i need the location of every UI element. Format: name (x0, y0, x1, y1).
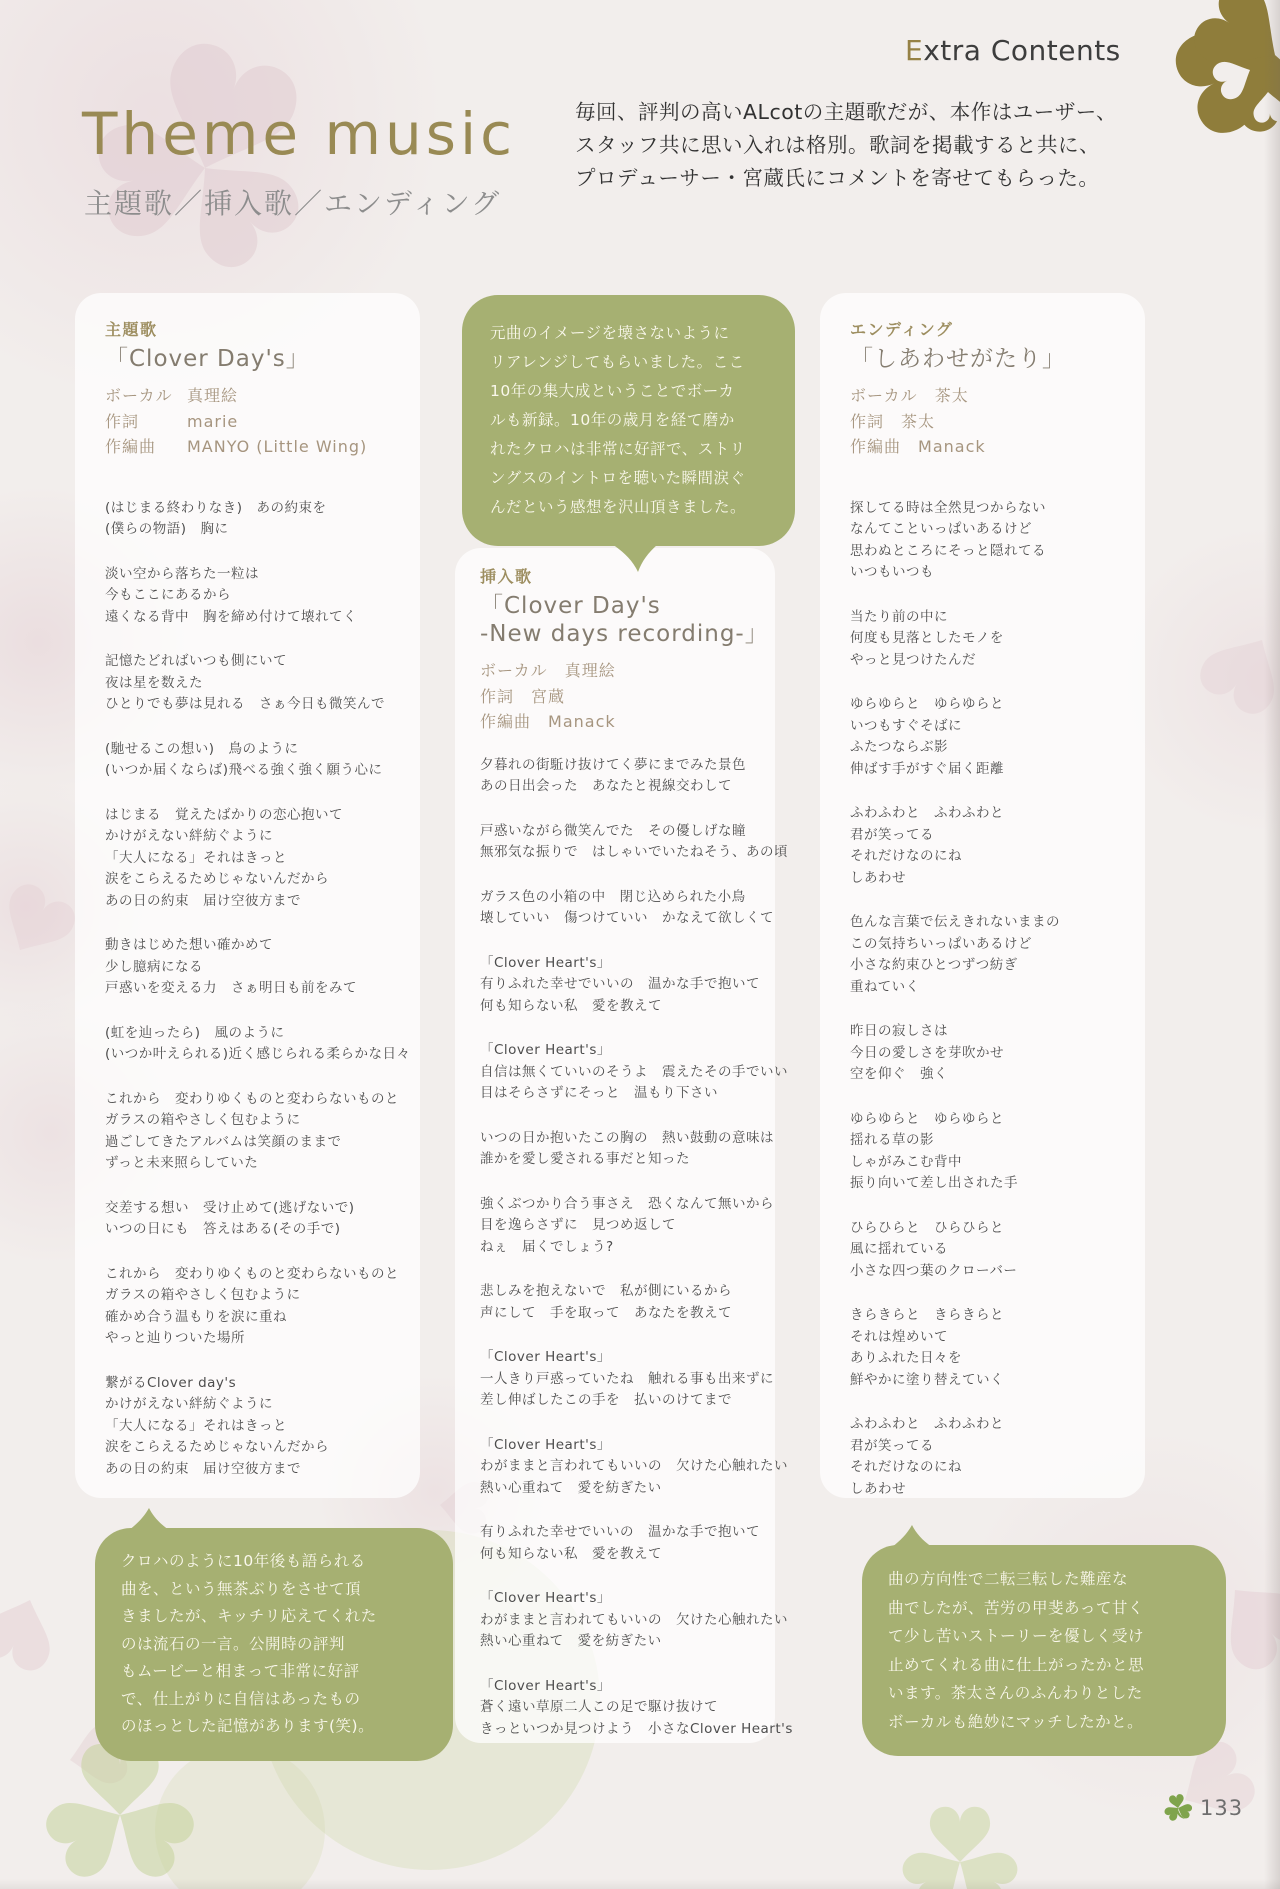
credit-role: ボーカル (105, 386, 173, 405)
lyric-line: (いつか届くならば)飛べる強く強く願う心に (105, 762, 383, 778)
lyric-line: それだけなのにね (850, 1459, 962, 1475)
extra-contents-initial: E (905, 34, 924, 67)
lyric-line: 無邪気な振りで はしゃいでいたねそう、あの頃 (480, 844, 788, 860)
lyric-line: はじまる 覚えたばかりの恋心抱いて (105, 806, 343, 823)
intro-line: プロデューサー・宮蔵氏にコメントを寄せてもらった。 (575, 166, 1100, 190)
song-credits (850, 383, 1127, 460)
insert-song-panel (455, 548, 793, 1743)
lyric-line: 熱い心重ねて 愛を紡ぎたい (480, 1479, 662, 1496)
lyric-stanza (105, 1023, 411, 1066)
lyric-line: 「Clover Heart's」 (480, 1349, 611, 1365)
bubble-tail-up (129, 1508, 169, 1530)
lyric-line: 涙をこらえるためじゃないんだから (105, 1439, 329, 1455)
lyric-line: 探してる時は全然見つからない (850, 499, 1046, 516)
lyric-line: 声にして 手を取って あなたを教えて (480, 1304, 732, 1321)
lyric-line: 目を逸らさずに 見つめ返して (480, 1217, 676, 1233)
arranger-comment-bubble (462, 295, 795, 546)
comment-line: 曲の方向性で二転三転した難産な (888, 1570, 1129, 1588)
song-title (850, 345, 1127, 373)
lyric-line: あの日出会った あなたと視線交わして (480, 778, 732, 794)
lyric-line: 振り向いて差し出された手 (850, 1175, 1018, 1191)
comment-line: のほっとした記憶があります(笑)。 (121, 1717, 375, 1735)
lyric-line: 繋がるClover day's (105, 1374, 237, 1391)
lyric-line: わがままと言われてもいいの 欠けた心触れたい (480, 1458, 788, 1474)
comment-line: リアレンジしてもらいました。ここ (490, 353, 745, 371)
lyric-line: 涙をこらえるためじゃないんだから (105, 871, 329, 887)
lyric-line: 少し臆病になる (105, 958, 203, 975)
extra-contents-label (905, 34, 1121, 67)
page-number-clover-icon (1164, 1794, 1192, 1822)
page-subtitle: 主題歌／挿入歌／エンディング (84, 187, 502, 220)
credit-row (480, 709, 761, 735)
lyric-line: ガラスの箱やさしく包むように (105, 1287, 301, 1303)
lyric-stanza (480, 755, 761, 798)
lyric-line: 風に揺れている (850, 1241, 948, 1257)
lyric-line: 有りふれた幸せでいいの 温かな手で抱いて (480, 1524, 760, 1540)
credit-row (850, 409, 1127, 435)
lyric-line: やっと辿りついた場所 (105, 1330, 245, 1346)
lyric-line: 遠くなる背中 胸を締め付けて壊れてく (105, 608, 357, 625)
lyric-line: 目はそらさずにそっと 温もり下さい (480, 1085, 718, 1101)
lyric-stanza (850, 1109, 1127, 1195)
lyric-line: 思わぬところにそっと隠れてる (850, 542, 1046, 559)
lyric-line: 過ごしてきたアルバムは笑顔のままで (105, 1133, 342, 1150)
lyric-stanza (105, 805, 402, 913)
credit-role: 作詞 (480, 686, 515, 706)
lyric-line: 強くぶつかり合う事さえ 恐くなんて無いから (480, 1195, 774, 1212)
song-lyrics (850, 498, 1127, 1501)
credit-role: ボーカル (850, 386, 918, 405)
song-category-label: 挿入歌 (480, 567, 533, 586)
credit-row (105, 383, 402, 409)
lyric-stanza (105, 651, 402, 716)
lyric-line: 「Clover Heart's」 (480, 1677, 611, 1694)
lyric-line: なんてこといっぱいあるけど (850, 521, 1032, 537)
lyric-stanza (105, 1264, 402, 1350)
lyric-stanza (850, 803, 1127, 889)
song-credits (105, 383, 402, 460)
credit-row (850, 383, 1127, 409)
credit-role: 作編曲 (105, 437, 157, 456)
lyric-line: 何も知らない私 愛を教えて (480, 997, 662, 1014)
credit-row (480, 658, 761, 684)
song-credits (480, 658, 761, 735)
lyric-stanza (850, 498, 1127, 584)
lyric-line: 戸惑いを変える力 さぁ明日も前をみて (105, 980, 357, 996)
page-title: Theme music (82, 100, 516, 168)
credit-name: 茶太 (901, 411, 936, 431)
bubble-tail-down (612, 544, 658, 572)
lyric-line: 何も知らない私 愛を教えて (480, 1545, 662, 1562)
comment-line: 止めてくれる曲に仕上がったかと思 (888, 1655, 1145, 1674)
lyric-stanza (480, 1676, 793, 1741)
corner-clover-decoration (1090, 0, 1280, 180)
lyric-stanza (105, 935, 402, 1000)
page-number: 133 (1200, 1796, 1244, 1820)
lyric-line: 何度も見落としたモノを (850, 630, 1004, 646)
page-footer (1164, 1794, 1243, 1822)
credit-name: Manack (918, 437, 986, 456)
lyric-stanza (480, 1588, 788, 1653)
lyric-line: この気持ちいっぱいあるけど (850, 935, 1032, 952)
ending-song-panel (820, 293, 1145, 1498)
lyric-line: これから 変わりゆくものと変わらないものと (105, 1265, 399, 1282)
producer-comment-bubble-opening (95, 1528, 453, 1761)
lyric-line: ガラス色の小箱の中 閉じ込められた小鳥 (480, 888, 746, 905)
lyric-line: ガラスの箱やさしく包むように (105, 1112, 301, 1128)
comment-line: ルも新録。10年の歳月を経て磨か (490, 411, 735, 429)
song-title (105, 345, 402, 373)
lyric-line: 有りふれた幸せでいいの 温かな手で抱いて (480, 976, 760, 992)
intro-line: 毎回、評判の高いALcotの主題歌だが、本作はユーザー、 (575, 100, 1117, 124)
lyric-stanza (480, 1281, 761, 1324)
lyric-line: 蒼く遠い草原二人この足で駆け抜けて (480, 1699, 718, 1715)
intro-line: スタッフ共に思い入れは格別。歌詞を掲載すると共に、 (575, 133, 1100, 157)
lyric-line: しあわせ (850, 1480, 906, 1497)
lyric-stanza (480, 953, 761, 1018)
lyric-stanza (480, 821, 788, 864)
lyric-line: これから 変わりゆくものと変わらないものと (105, 1090, 399, 1107)
lyric-line: わがままと言われてもいいの 欠けた心触れたい (480, 1611, 788, 1628)
lyric-line: 淡い空から落ちた一粒は (105, 565, 259, 582)
lyric-line: 鮮やかに塗り替えていく (850, 1371, 1004, 1388)
lyric-line: かけがえない絆紡ぐように (105, 828, 273, 844)
lyric-line: あの日の約束 届け空彼方まで (105, 1460, 301, 1477)
lyric-line: いつの日にも 答えはある(その手で) (105, 1221, 341, 1237)
credit-role: ボーカル (480, 661, 548, 680)
lyric-line: かけがえない絆紡ぐように (105, 1396, 273, 1412)
lyric-stanza (850, 1218, 1127, 1283)
comment-line: 曲を、という無茶ぶりをさせて頂 (121, 1579, 362, 1598)
lyric-stanza (105, 1373, 402, 1481)
song-lyrics (480, 755, 793, 1741)
lyric-line: ゆらゆらと ゆらゆらと (850, 696, 1004, 712)
comment-line: のは流石の一言。公開時の評判 (121, 1634, 346, 1653)
lyric-stanza (850, 1414, 1127, 1500)
comment-line: もムービーと相まって非常に好評 (121, 1662, 360, 1680)
lyric-line: あの日の約束 届け空彼方まで (105, 892, 301, 909)
lyric-line: 夕暮れの街駈け抜けてく夢にまでみた景色 (480, 756, 746, 773)
lyric-line: (虹を辿ったら) 風のように (105, 1024, 285, 1041)
lyric-stanza (480, 1194, 774, 1259)
lyric-line: 「Clover Heart's」 (480, 1042, 611, 1058)
lyric-line: 重ねていく (850, 978, 920, 995)
lyric-line: 交差する想い 受け止めて(逃げないで) (105, 1199, 355, 1216)
extra-contents-rest: xtra Contents (923, 34, 1121, 67)
credit-role: 作詞 (105, 411, 140, 431)
lyric-line: 小さな約束ひとつずつ紡ぎ (850, 957, 1018, 973)
comment-line: て少し苦いストーリーを優しく受け (888, 1627, 1145, 1645)
lyric-line: ふわふわと ふわふわと (850, 805, 1004, 821)
credit-name: Manack (548, 712, 616, 731)
lyric-line: 「Clover Heart's」 (480, 1590, 611, 1606)
lyric-line: (いつか叶えられる)近く感じられる柔らかな日々 (105, 1046, 411, 1062)
lyric-line: しゃがみこむ背中 (850, 1153, 962, 1170)
lyric-line: 悲しみを抱えないで 私が側にいるから (480, 1283, 732, 1299)
lyric-stanza (105, 739, 402, 782)
lyric-line: 記憶たどればいつも側にいて (105, 653, 287, 669)
song-title-line: 「しあわせがたり」 (850, 346, 1066, 372)
lyric-line: 今日の愛しさを芽吹かせ (850, 1044, 1004, 1061)
opening-song-panel (75, 293, 420, 1498)
lyric-line: 色んな言葉で伝えきれないままの (850, 914, 1060, 930)
lyric-line: 自信は無くていいのそうよ 震えたその手でいい (480, 1063, 788, 1080)
lyric-line: 小さな四つ葉のクローバー (850, 1262, 1018, 1279)
lyric-line: 君が笑ってる (850, 826, 934, 843)
credit-name: 茶太 (934, 386, 969, 405)
lyric-line: それだけなのにね (850, 848, 962, 864)
lyric-line: ひとりでも夢は見れる さぁ今日も微笑んで (105, 696, 385, 712)
lyric-line: (馳せるこの想い) 鳥のように (105, 740, 299, 757)
lyric-line: 伸ばす手がすぐ届く距離 (850, 760, 1004, 777)
lyric-line: ふたつならぶ影 (850, 739, 948, 755)
lyric-line: (僕らの物語) 胸に (105, 521, 229, 537)
lyric-line: 一人きり戸惑っていたね 触れる事も出来ずに (480, 1370, 774, 1387)
lyric-line: 確かめ合う温もりを涙に重ね (105, 1308, 287, 1325)
page-edge-shadow (1264, 0, 1280, 1889)
comment-line: クロハのように10年後も語られる (121, 1552, 366, 1570)
credit-role: 作編曲 (850, 437, 902, 456)
lyric-line: それは煌めいて (850, 1328, 948, 1345)
comment-line: きましたが、キッチリ応えてくれた (121, 1607, 377, 1625)
lyric-line: ねぇ 届くでしょう? (480, 1238, 614, 1255)
comment-line: 元曲のイメージを壊さないように (490, 324, 730, 342)
lyric-line: 「大人になる」それはきっと (105, 1417, 287, 1434)
lyric-stanza (480, 887, 774, 930)
lyric-line: ありふれた日々を (850, 1350, 962, 1366)
lyric-stanza (850, 912, 1127, 998)
producer-comment-bubble-ending (862, 1545, 1226, 1756)
song-title (480, 592, 769, 648)
lyric-line: 昨日の寂しさは (850, 1023, 948, 1039)
lyric-line: やっと見つけたんだ (850, 651, 976, 668)
credit-role: 作詞 (850, 411, 885, 431)
song-category-label: エンディング (850, 320, 954, 339)
song-title-line: 「Clover Day's」 (105, 346, 310, 372)
lyric-stanza (480, 1347, 774, 1412)
credit-name: 宮蔵 (531, 686, 566, 706)
lyric-line: 夜は星を数えた (105, 674, 203, 691)
comment-line: れたクロハは非常に好評で、ストリ (490, 440, 746, 458)
lyric-stanza (850, 694, 1127, 780)
lyric-stanza (850, 607, 1127, 672)
lyric-stanza (850, 1305, 1127, 1391)
song-title-line: -New days recording-」 (480, 621, 769, 647)
lyric-stanza (480, 1040, 788, 1105)
lyric-line: 揺れる草の影 (850, 1132, 934, 1148)
lyric-line: 「Clover Heart's」 (480, 954, 611, 971)
lyric-stanza (480, 1522, 761, 1565)
lyric-line: 誰かを愛し愛される事だと知った (480, 1151, 690, 1167)
song-lyrics (105, 498, 411, 1481)
lyric-line: 君が笑ってる (850, 1437, 934, 1454)
lyric-line: しあわせ (850, 869, 906, 886)
credit-name: 真理絵 (187, 386, 239, 405)
lyric-line: 空を仰ぐ 強く (850, 1066, 948, 1082)
credit-row (105, 434, 402, 460)
bubble-tail-up (892, 1525, 932, 1547)
intro-text (575, 96, 1117, 195)
lyric-line: 熱い心重ねて 愛を紡ぎたい (480, 1633, 662, 1649)
lyric-line: ひらひらと ひらひらと (850, 1219, 1004, 1236)
lyric-line: ふわふわと ふわふわと (850, 1416, 1004, 1432)
song-category-label: 主題歌 (105, 320, 158, 339)
lyric-line: 「Clover Heart's」 (480, 1436, 611, 1453)
comment-line: います。茶太さんのふんわりとした (888, 1684, 1143, 1702)
credit-row (105, 409, 402, 435)
lyric-stanza (480, 1435, 788, 1500)
lyric-stanza (105, 1198, 402, 1241)
lyric-line: (はじまる終わりなき) あの約束を (105, 499, 327, 516)
lyric-stanza (105, 498, 402, 541)
credit-name: MANYO (Little Wing) (187, 437, 368, 456)
page-bottom-shadow (0, 1879, 1280, 1889)
comment-line: で、仕上がりに自信はあったもの (121, 1689, 361, 1708)
lyric-line: 今もここにあるから (105, 587, 231, 603)
lyric-line: 壊していい 傷つけていい かなえて欲しくて (480, 910, 774, 926)
credit-name: marie (187, 411, 239, 431)
lyric-line: きらきらと きらきらと (850, 1307, 1004, 1323)
credit-row (850, 434, 1127, 460)
lyric-line: きっといつか見つけよう 小さなClover Heart's (480, 1720, 793, 1737)
comment-line: ボーカルも絶妙にマッチしたかと。 (888, 1712, 1144, 1731)
lyric-line: 当たり前の中に (850, 608, 948, 625)
song-title-line: 「Clover Day's (480, 593, 661, 619)
lyric-line: 戸惑いながら微笑んでた その優しげな瞳 (480, 822, 746, 839)
comment-line: 曲でしたが、苦労の甲斐あって甘く (888, 1598, 1144, 1617)
credit-role: 作編曲 (480, 712, 532, 731)
lyric-stanza (480, 1128, 774, 1171)
lyric-line: ずっと未来照らしていた (105, 1155, 259, 1171)
lyric-line: いつの日か抱いたこの胸の 熱い鼓動の意味は (480, 1129, 774, 1146)
lyric-line: 差し伸ばしたこの手を 払いのけてまで (480, 1392, 732, 1408)
lyric-stanza (105, 564, 402, 629)
lyric-line: いつもすぐそばに (850, 717, 962, 734)
lyric-line: ゆらゆらと ゆらゆらと (850, 1110, 1004, 1127)
comment-line: 10年の集大成ということでボーカ (490, 382, 735, 400)
comment-line: んだという感想を沢山頂きました。 (490, 498, 747, 516)
lyric-stanza (105, 1089, 402, 1175)
lyric-line: いつもいつも (850, 564, 934, 580)
lyric-line: 「大人になる」それはきっと (105, 849, 287, 866)
comment-line: ングスのイントロを聴いた瞬間涙ぐ (490, 469, 746, 487)
lyric-line: 動きはじめた想い確かめて (105, 937, 273, 953)
credit-name: 真理絵 (564, 661, 616, 680)
lyric-stanza (850, 1021, 1127, 1086)
credit-row (480, 684, 761, 710)
